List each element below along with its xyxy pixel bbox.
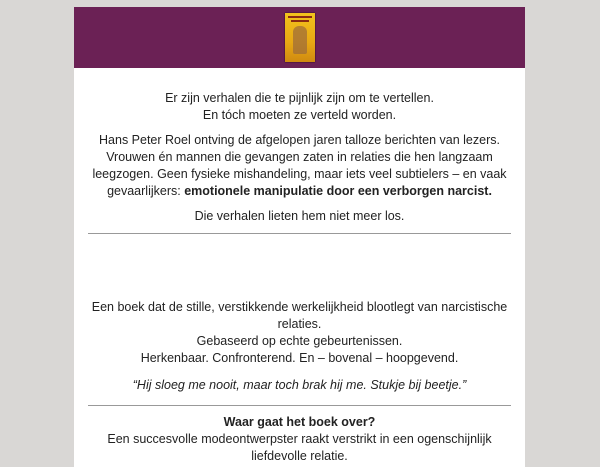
about-heading: Waar gaat het boek over? [223, 415, 376, 429]
email-container [74, 7, 525, 467]
story-paragraph [88, 132, 511, 200]
content [74, 90, 525, 465]
book-line-1: Een boek dat de stille, verstikkende werkelijkheid blootlegt van narcistische relaties. [91, 300, 508, 331]
book-line-3: Herkenbaar. Confronterend. En – bovenal – hoopgevend. [140, 351, 459, 365]
story-text: Hans Peter Roel ontving de afgelopen jaren talloze berichten van lezers. Vrouwen én mannen die gevangen zaten in relaties die hen langzaam leegzogen. Geen fysieke mishandeling, maar iets veel subtielers – en vaak gevaarlijkers: [92, 133, 507, 198]
cover-portrait [293, 26, 307, 54]
about-section [88, 414, 511, 465]
book-description [88, 299, 511, 367]
about-text: Een succesvolle modeontwerpster raakt verstrikt in een ogenschijnlijk liefdevolle relatie. [107, 432, 492, 463]
divider [88, 405, 511, 406]
closing-line: Die verhalen lieten hem niet meer los. [194, 209, 405, 223]
intro-text [88, 90, 511, 124]
book-cover-image[interactable] [285, 13, 315, 62]
divider [88, 233, 511, 234]
cover-title-mark [291, 20, 309, 22]
intro-line-1: Er zijn verhalen die te pijnlijk zijn om te vertellen. [165, 91, 434, 105]
intro-line-2: En tóch moeten ze verteld worden. [202, 108, 397, 122]
header-banner [74, 7, 525, 68]
cover-title-mark [288, 16, 312, 18]
quote: “Hij sloeg me nooit, maar toch brak hij me. Stukje bij beetje.” [132, 378, 467, 392]
book-line-2: Gebaseerd op echte gebeurtenissen. [196, 334, 403, 348]
story-bold: emotionele manipulatie door een verborgen narcist. [184, 184, 492, 198]
